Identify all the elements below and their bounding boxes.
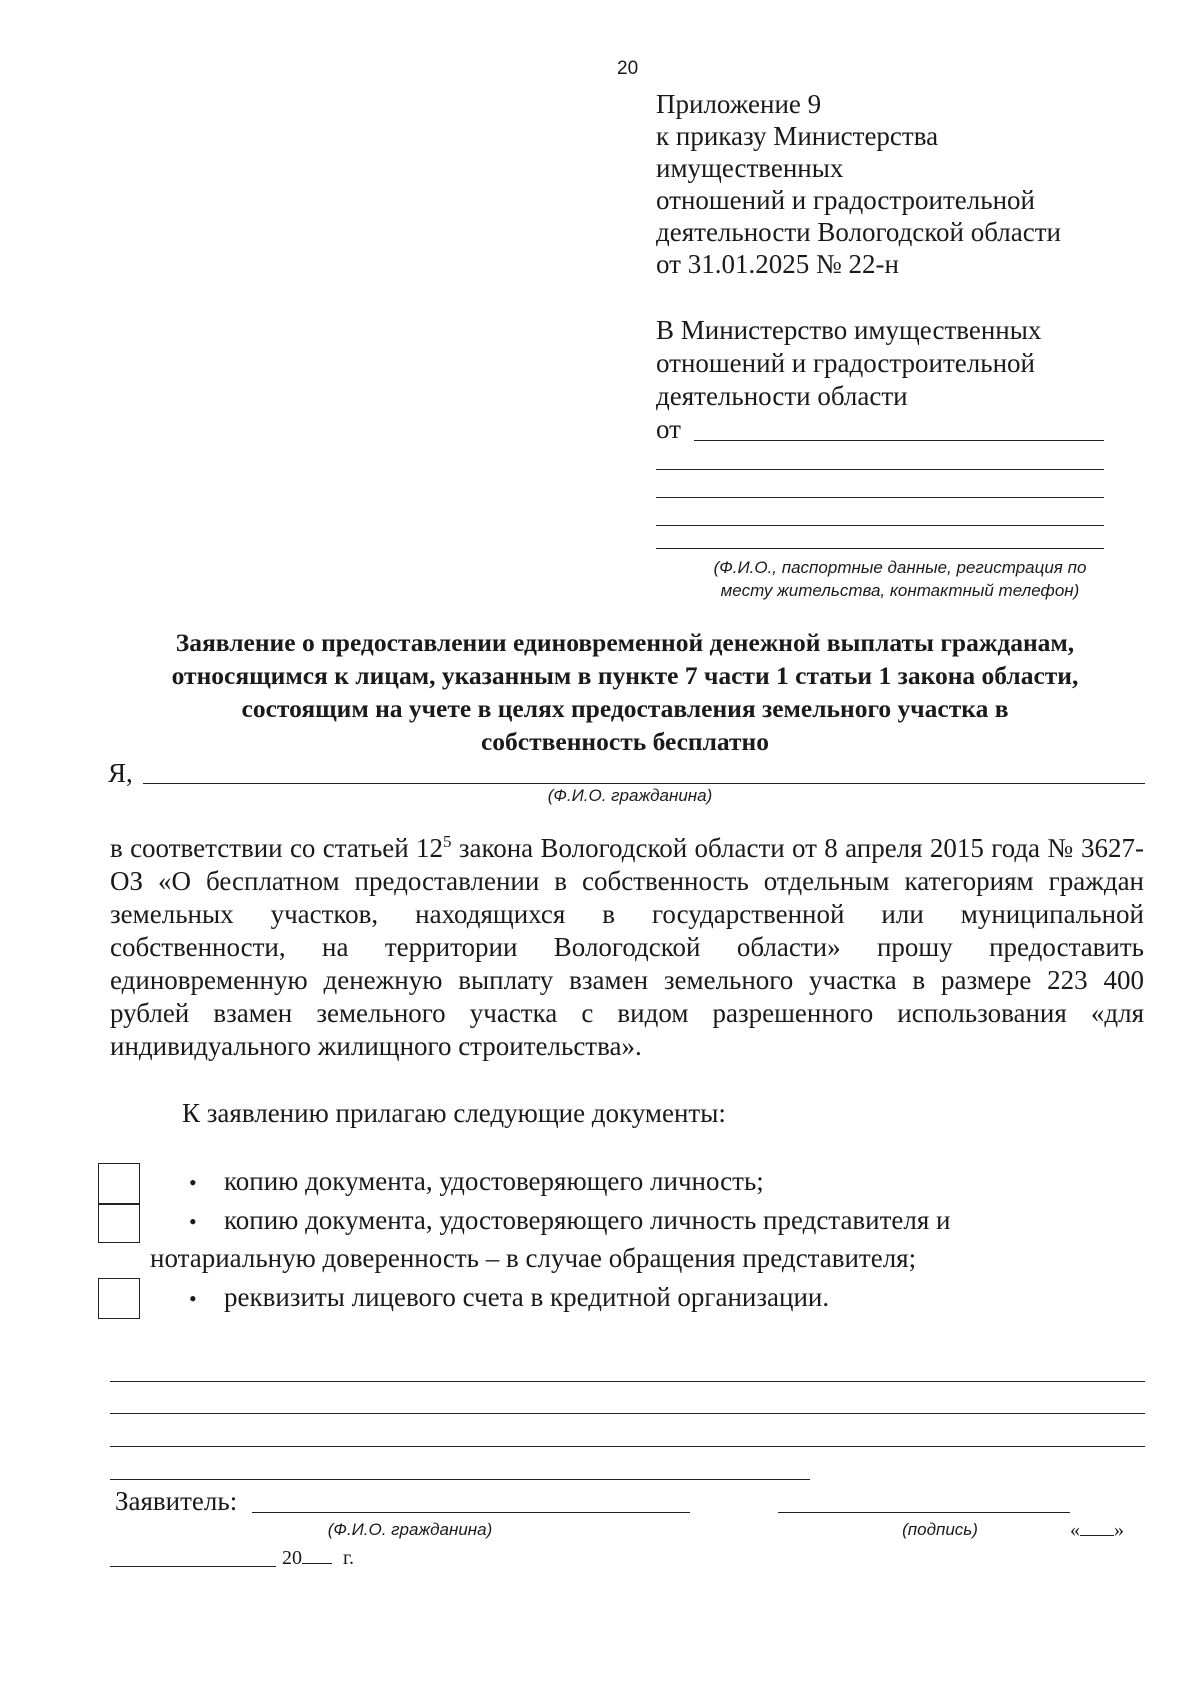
- sender-fill-line[interactable]: [656, 525, 1104, 526]
- date-open-quote: «: [1070, 1519, 1080, 1541]
- year-suffix: г.: [343, 1547, 354, 1569]
- extra-fill-line[interactable]: [110, 1479, 810, 1480]
- addressee-line: отношений и градостроительной: [656, 348, 1035, 378]
- sender-fill-line[interactable]: [694, 440, 1104, 441]
- header-line: от 31.01.2025 № 22-н: [656, 249, 899, 279]
- attachment-item-continuation: нотариальную доверенность – в случае обращения представителя;: [150, 1243, 917, 1273]
- addressee-block: [656, 314, 1041, 446]
- bullet: •: [189, 1209, 197, 1234]
- sender-fill-line[interactable]: [656, 469, 1104, 470]
- addressee-line: деятельности области: [656, 381, 908, 411]
- statement-paragraph: [110, 825, 1144, 1063]
- title-line: Заявление о предоставлении единовременной денежной выплаты гражданам,: [175, 628, 1075, 657]
- appendix-header: [656, 88, 1061, 280]
- signature-name-caption: (Ф.И.О. гражданина): [327, 1520, 493, 1539]
- attachments-intro: К заявлению прилагаю следующие документы:: [182, 1098, 726, 1128]
- signature-caption: (подпись): [902, 1520, 978, 1539]
- sender-caption-line: месту жительства, контактный телефон): [720, 581, 1080, 600]
- sender-caption-line: (Ф.И.О., паспортные данные, регистрация по: [713, 558, 1087, 577]
- addressee-line: В Министерство имущественных: [656, 315, 1042, 345]
- statement-text-part1: в соответствии со статьей 12: [110, 833, 444, 863]
- attachment-item: копию документа, удостоверяющего личность представителя и: [224, 1205, 951, 1235]
- header-line: к приказу Министерства: [656, 121, 939, 151]
- header-line: имущественных: [656, 153, 844, 183]
- date-close-quote: »: [1114, 1519, 1124, 1541]
- attachment-item: реквизиты лицевого счета в кредитной организации.: [224, 1282, 830, 1312]
- page-number: 20: [617, 58, 639, 79]
- title-line: собственность бесплатно: [480, 727, 769, 756]
- bullet: •: [189, 1170, 197, 1195]
- applicant-label: Заявитель:: [115, 1486, 238, 1516]
- bullet: •: [189, 1286, 197, 1311]
- year-field: [282, 1547, 354, 1570]
- year-prefix: 20: [282, 1547, 302, 1569]
- title-line: относящимся к лицам, указанным в пункте 7 части 1 статьи 1 закона области,: [171, 661, 1079, 690]
- date-field: [1070, 1519, 1124, 1542]
- applicant-intro-label: Я,: [108, 758, 133, 788]
- date-day-blank[interactable]: [1080, 1521, 1114, 1536]
- attachment-checkbox-id[interactable]: [98, 1163, 140, 1204]
- attachment-item: копию документа, удостоверяющего личность;: [224, 1166, 764, 1196]
- applicant-name-caption: (Ф.И.О. гражданина): [547, 786, 713, 805]
- extra-fill-line[interactable]: [110, 1381, 1145, 1382]
- statement-body: [110, 825, 1144, 1063]
- extra-fill-line[interactable]: [110, 1413, 1145, 1414]
- sender-caption: [690, 556, 1110, 602]
- statement-text-part2: закона Вологодской области от 8 апреля 2015 года № 3627-ОЗ «О бесплатном предоставлении в собственность отдельным категориям граждан земельных участков, находящихся в государственной или муниципальной собственности, на территории Вологодской области» прошу предоставить единовременную денежную выплату взамен земельного участка в размере 223 400 рублей взамен земельного участка с видом разрешенного использования «для индивидуального жилищного строительства».: [110, 833, 1144, 1061]
- header-line: Приложение 9: [656, 89, 822, 119]
- attachment-checkbox-representative[interactable]: [98, 1204, 140, 1243]
- year-blank[interactable]: [302, 1549, 332, 1564]
- attachment-checkbox-account[interactable]: [98, 1278, 140, 1319]
- from-label: от: [656, 414, 681, 444]
- sender-fill-line[interactable]: [656, 497, 1104, 498]
- document-title: [100, 626, 1150, 758]
- title-line: состоящим на учете в целях предоставления земельного участка в: [241, 694, 1009, 723]
- extra-fill-line[interactable]: [110, 1446, 1145, 1447]
- header-line: отношений и градостроительной: [656, 185, 1035, 215]
- signature-line[interactable]: [778, 1512, 1070, 1513]
- header-line: деятельности Вологодской области: [656, 217, 1061, 247]
- sender-fill-line[interactable]: [656, 548, 1104, 549]
- applicant-name-line[interactable]: [143, 783, 1145, 784]
- statement-superscript: 5: [443, 832, 452, 851]
- date-month-line[interactable]: [110, 1566, 276, 1567]
- applicant-signature-name-line[interactable]: [252, 1512, 690, 1513]
